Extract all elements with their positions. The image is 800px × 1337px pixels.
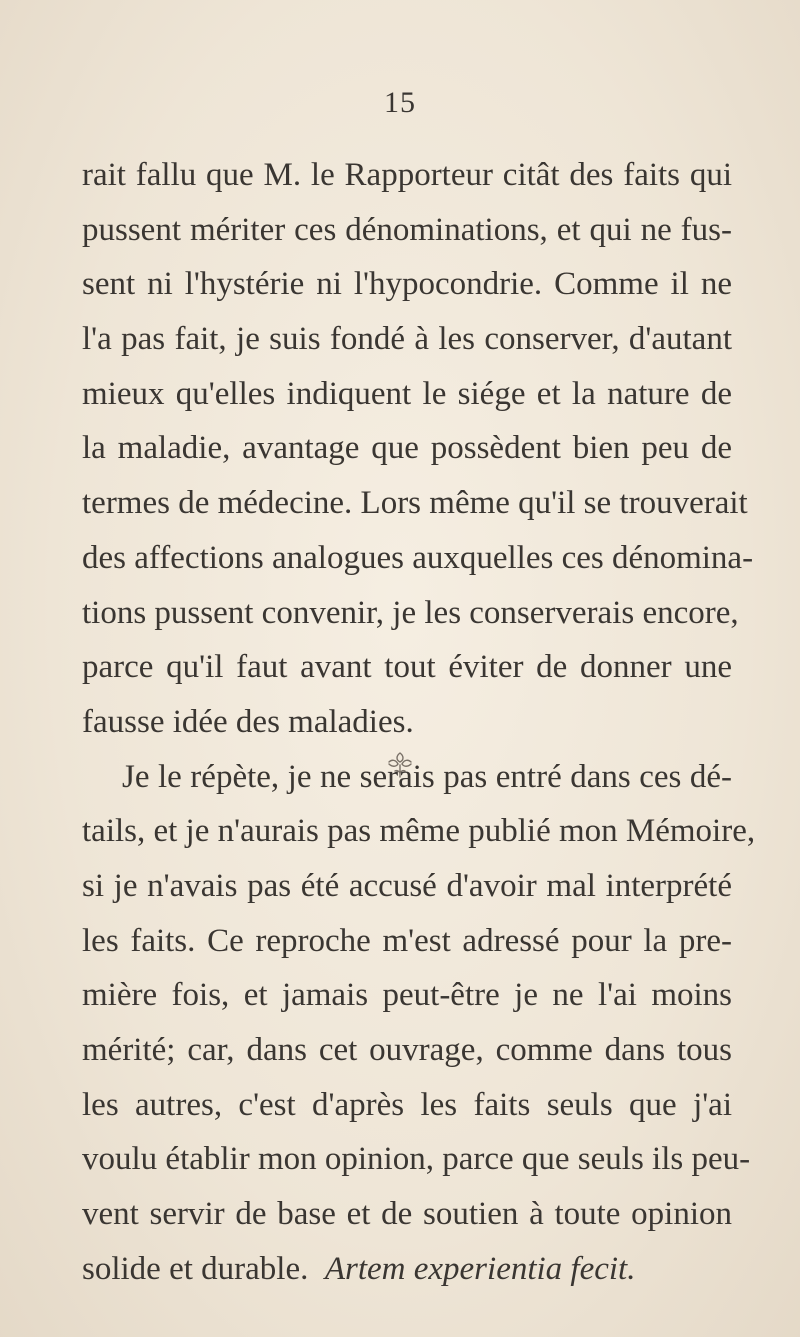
paragraph-start-line: Je le répète, je ne serais pas entré dans ces dé- — [122, 758, 732, 795]
final-text-line — [82, 1242, 732, 1297]
text-line: les autres, c'est d'après les faits seuls que j'ai — [82, 1086, 732, 1123]
text-line: pussent mériter ces dénominations, et qui ne fus- — [82, 211, 732, 248]
text-line: mieux qu'elles indiquent le siége et la nature de — [82, 375, 732, 412]
page-number: 15 — [384, 86, 416, 119]
text-line: rait fallu que M. le Rapporteur citât des faits qui — [82, 157, 732, 193]
text-line: tions pussent convenir, je les conserverais encore, — [82, 594, 739, 631]
final-line-text: solide et durable. — [82, 1250, 309, 1287]
text-line: les faits. Ce reproche m'est adressé pour la pre- — [82, 922, 732, 959]
body-text — [82, 148, 756, 1296]
text-line: des affections analogues auxquelles ces dénomina- — [82, 539, 754, 576]
text-line: tails, et je n'aurais pas même publié mon Mémoire, — [82, 813, 756, 850]
text-line: mérité; car, dans cet ouvrage, comme dans tous — [82, 1032, 732, 1068]
text-line: l'a pas fait, je suis fondé à les conserver, d'autant — [82, 321, 732, 358]
text-line: termes de médecine. Lors même qu'il se trouverait — [82, 485, 748, 522]
text-line: la maladie, avantage que possèdent bien peu de — [82, 430, 732, 467]
text-line: voulu établir mon opinion, parce que seuls ils peu- — [82, 1141, 751, 1178]
text-line: parce qu'il faut avant tout éviter de donner une — [82, 649, 732, 686]
text-line: vent servir de base et de soutien à toute opinion — [82, 1196, 732, 1233]
fleuron-icon — [386, 750, 414, 780]
latin-motto: Artem experientia fecit. — [324, 1250, 636, 1287]
text-line: si je n'avais pas été accusé d'avoir mal interprété — [82, 867, 732, 904]
text-line: fausse idée des maladies. — [82, 703, 414, 740]
text-line: sent ni l'hystérie ni l'hypocondrie. Comme il ne — [82, 266, 732, 303]
text-line: mière fois, et jamais peut-être je ne l'ai moins — [82, 977, 732, 1014]
